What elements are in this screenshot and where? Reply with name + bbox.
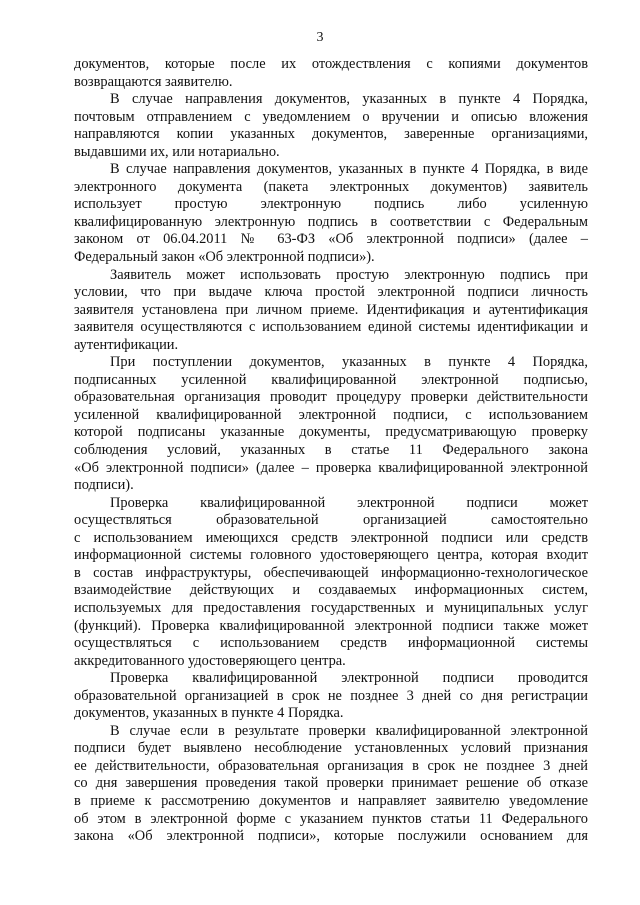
text-line: в состав инфраструктуры, обеспечивающей информационно-технологическое xyxy=(74,564,588,581)
text-line: использует простую электронную подпись либо усиленную xyxy=(74,196,588,213)
text-line: (функций). Проверка квалифицированной электронной подписи также может xyxy=(74,617,588,634)
paragraph xyxy=(74,354,588,494)
text-line: Федеральный закон «Об электронной подписи»). xyxy=(74,249,375,266)
text-line: В случае направления документов, указанных в пункте 4 Порядка, xyxy=(110,91,588,108)
text-line: усиленной квалифицированной электронной подписи, с использованием xyxy=(74,406,588,423)
text-line: электронного документа (пакета электронных документов) заявитель xyxy=(74,178,588,195)
paragraph xyxy=(74,495,588,670)
text-line: Проверка квалифицированной электронной подписи может xyxy=(110,494,588,511)
text-line: условии, что при выдаче ключа простой электронной подписи личность xyxy=(74,284,588,301)
text-line: выдавшими их, или нотариально. xyxy=(74,143,280,160)
paragraph xyxy=(74,670,588,723)
paragraph xyxy=(74,91,588,161)
text-line: документов, указанных в пункте 4 Порядка. xyxy=(74,705,344,722)
text-line: в приеме к рассмотрению документов и направляет заявителю уведомление xyxy=(74,792,588,809)
text-line: Заявитель может использовать простую электронную подпись при xyxy=(110,266,588,283)
text-line: почтовым отправлением с уведомлением о вручении и описью вложения xyxy=(74,108,588,125)
text-line: Проверка квалифицированной электронной подписи проводится xyxy=(110,670,588,687)
document-body xyxy=(74,56,588,846)
text-line: аккредитованного удостоверяющего центра. xyxy=(74,652,346,669)
text-line: подписанных усиленной квалифицированной электронной подписью, xyxy=(74,371,588,388)
text-line: осуществляться с использованием средств информационной системы xyxy=(74,635,588,652)
text-line: которой подписаны указанные документы, предусматривающую проверку xyxy=(74,424,588,441)
text-line: «Об электронной подписи» (далее – проверка квалифицированной электронной xyxy=(74,459,588,476)
text-line: заявителя установлена при личном приеме. Идентификация и аутентификация xyxy=(74,301,588,318)
paragraph xyxy=(74,267,588,355)
text-line: В случае если в результате проверки квалифицированной электронной xyxy=(110,722,588,739)
text-line: взаимодействие действующих и создаваемых информационных систем, xyxy=(74,582,588,599)
text-line: образовательной организацией в срок не позднее 3 дней со дня регистрации xyxy=(74,687,588,704)
text-line: документов, которые после их отождествления с копиями документов xyxy=(74,56,588,72)
text-line: со дня завершения проведения такой проверки принимает решение об отказе xyxy=(74,775,588,792)
text-line: При поступлении документов, указанных в пункте 4 Порядка, xyxy=(110,354,588,371)
text-line: заявителя осуществляются с использованием единой системы идентификации и xyxy=(74,319,588,336)
text-line: квалифицированную электронную подпись в соответствии с Федеральным xyxy=(74,213,588,230)
text-line: об этом в электронной форме с указанием пунктов статьи 11 Федерального xyxy=(74,810,588,827)
text-line: В случае направления документов, указанных в пункте 4 Порядка, в виде xyxy=(110,161,588,178)
text-line: информационной системы головного удостоверяющего центра, которая входит xyxy=(74,547,588,564)
text-line: направляются копии указанных документов, заверенные организациями, xyxy=(74,126,588,143)
text-line: подписи). xyxy=(74,477,134,494)
text-line: аутентификации. xyxy=(74,336,179,353)
text-line: образовательная организация проводит процедуру проверки действительности xyxy=(74,389,588,406)
text-line: соблюдения условий, указанных в статье 11 Федерального закона xyxy=(74,442,588,459)
text-line: с использованием имеющихся средств электронной подписи или средств xyxy=(74,529,588,546)
text-line: законом от 06.04.2011 № 63-ФЗ «Об электронной подписи» (далее – xyxy=(74,231,588,248)
paragraph xyxy=(74,723,588,846)
paragraph xyxy=(74,56,588,91)
text-line: осуществляться образовательной организацией самостоятельно xyxy=(74,512,588,529)
paragraph xyxy=(74,161,588,266)
text-line: используемых для предоставления государственных и муниципальных услуг xyxy=(74,599,588,616)
text-line: подписи будет выявлено несоблюдение установленных условий признания xyxy=(74,740,588,757)
text-line: возвращаются заявителю. xyxy=(74,73,233,90)
page-number: 3 xyxy=(316,30,324,45)
text-line: ее действительности, образовательная организация в срок не позднее 3 дней xyxy=(74,757,588,774)
text-line: закона «Об электронной подписи», которые послужили основанием для xyxy=(74,828,588,845)
